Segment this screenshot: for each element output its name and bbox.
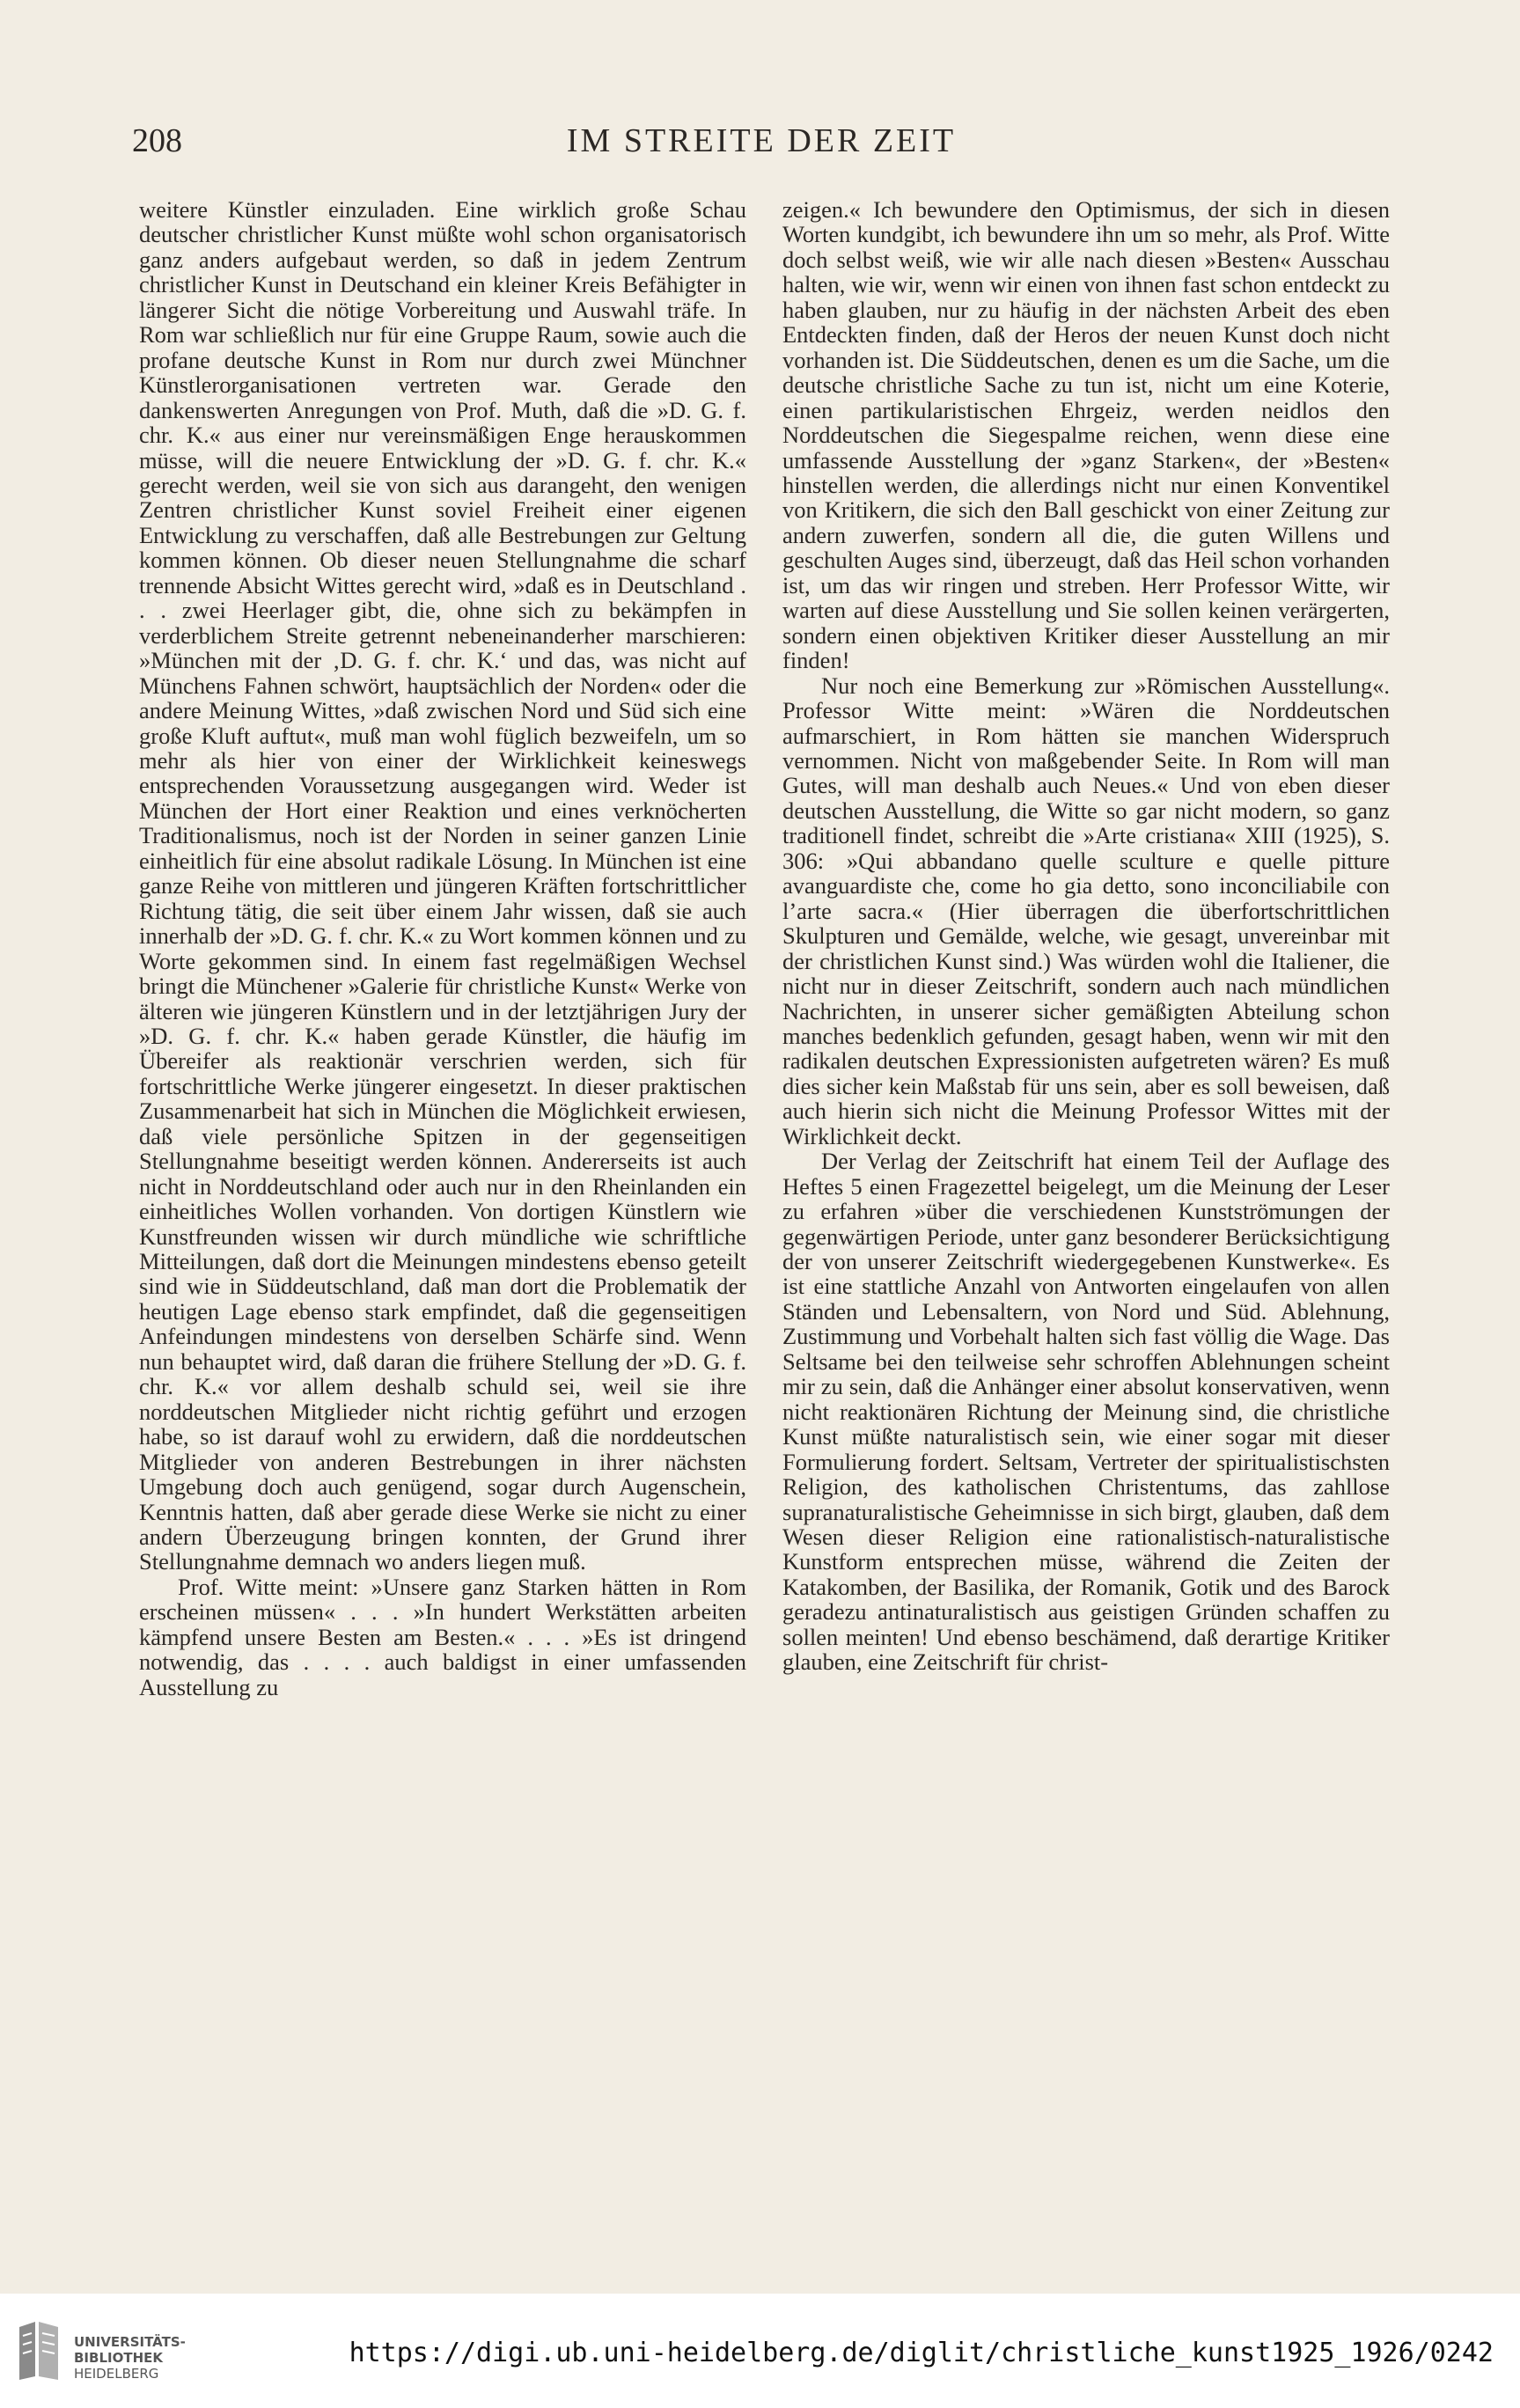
- logo-line: HEIDELBERG: [74, 2366, 159, 2382]
- logo-text: [74, 2334, 232, 2382]
- viewer-footer: [0, 2294, 1520, 2408]
- running-title: IM STREITE DER ZEIT: [566, 122, 957, 159]
- left-column: [139, 197, 746, 1700]
- library-logo[interactable]: [14, 2318, 225, 2389]
- page-number: 208: [132, 122, 182, 159]
- logo-line: UNIVERSITÄTS-: [74, 2334, 186, 2350]
- logo-line: BIBLIOTHEK: [74, 2350, 163, 2366]
- university-library-seal-icon: [14, 2318, 63, 2383]
- paragraph: Prof. Witte meint: »Unsere ganz Starken hätten in Rom erscheinen müssen« . . . »In hundert Werkstätten arbeiten kämpfend unsere Besten am Besten.« . . . »Es ist dringend notwendig, das . . . . auch baldigst in einer umfassenden Ausstellung zu: [139, 1573, 746, 1700]
- page-header: [132, 121, 1391, 165]
- source-url[interactable]: https://digi.ub.uni-heidelberg.de/diglit/christliche_kunst1925_1926/0242: [349, 2338, 1494, 2368]
- right-column: [782, 197, 1390, 1675]
- paragraph: Der Verlag der Zeitschrift hat einem Teil der Auflage des Heftes 5 einen Fragezettel beigelegt, um die Meinung der Leser zu erfahren »über die verschiedenen Kunstströmungen der gegenwärtigen Periode, unter ganz besonderer Berücksichtigung der von unserer Zeitschrift wiedergegebenen Kunstwerke«. Es ist eine stattliche Anzahl von Antworten eingelaufen von allen Ständen und Lebensaltern, von Nord und Süd. Ablehnung, Zustimmung und Vorbehalt halten sich fast völlig die Wage. Das Seltsame bei den teilweise sehr schroffen Ablehnungen scheint mir zu sein, daß die Anhänger einer absolut konservativen, wenn nicht reaktionären Richtung der Meinung sind, die christliche Kunst müßte naturalistisch sein, wie einer sogar mit dieser Formulierung fordert. Seltsam, Vertreter der spiritualistischsten Religion, des katholischen Christentums, das zahllose supranaturalistische Geheimnisse in sich birgt, glauben, daß dem Wesen dieser Religion eine rationalistisch-naturalistische Kunstform entsprechen müsse, während die Zeiten der Katakomben, der Basilika, der Romanik, Gotik und des Barock geradezu antinaturalistisch aus geistigen Gründen schaffen zu sollen meinten! Und ebenso beschämend, daß derartige Kritiker glauben, eine Zeitschrift für christ-: [782, 1148, 1390, 1676]
- paragraph: Nur noch eine Bemerkung zur »Römischen Ausstellung«. Professor Witte meint: »Wären die Norddeutschen aufmarschiert, in Rom hätten sie manchen Widerspruch vernommen. Nicht von maßgebender Seite. In Rom will man Gutes, will man deshalb auch Neues.« Und von eben dieser deutschen Ausstellung, die Witte so gar nicht modern, so ganz traditionell findet, schreibt die »Arte cristiana« XIII (1925), S. 306: »Qui abbandano quelle sculture e quelle pitture avanguardiste che, come ho gia detto, sono inconciliabile con l’arte sacra.« (Hier überragen die überfortschrittlichen Skulpturen und Gemälde, welche, wie gesagt, unvereinbar mit der christlichen Kunst sind.) Was würden wohl die Italiener, die nicht nur in dieser Zeitschrift, sondern auch nach mündlichen Nachrichten, in unserer sicher gemäßigten Abteilung schon manches bedenklich gefunden, gesagt haben, wenn wir mit den radikalen deutschen Expressionisten aufgetreten wären? Es muß dies sicher kein Maßstab für uns sein, aber es soll beweisen, daß auch hierin sich nicht die Meinung Professor Wittes mit der Wirklichkeit deckt.: [782, 672, 1390, 1149]
- paragraph: weitere Künstler einzuladen. Eine wirklich große Schau deutscher christlicher Kunst müßte wohl schon organisatorisch ganz anders aufgebaut werden, so daß in jedem Zentrum christlicher Kunst in Deutschand ein kleiner Kreis Befähigter in längerer Sicht die nötige Vorbereitung und Auswahl träfe. In Rom war schließlich nur für eine Gruppe Raum, sowie auch die profane deutsche Kunst in Rom nur durch zwei Münchner Künstlerorganisationen vertreten war. Gerade den dankenswerten Anregungen von Prof. Muth, daß die »D. G. f. chr. K.« aus einer nur vereinsmäßigen Enge herauskommen müsse, will die neuere Entwicklung der »D. G. f. chr. K.« gerecht werden, weil sie von sich aus darangeht, den wenigen Zentren christlicher Kunst soviel Freiheit einer eigenen Entwicklung zu verschaffen, daß alle Bestrebungen zur Geltung kommen können. Ob dieser neuen Stellungnahme die scharf trennende Absicht Wittes gerecht wird, »daß es in Deutschland . . . zwei Heerlager gibt, die, ohne sich zu bekämpfen in verderblichem Streite getrennt nebeneinanderher marschieren: »München mit der ‚D. G. f. chr. K.‘ und das, was nicht auf Münchens Fahnen schwört, hauptsächlich der Norden« oder die andere Meinung Wittes, »daß zwischen Nord und Süd sich eine große Kluft auftut«, muß man wohl füglich bezweifeln, um so mehr als hier von einer der Wirklichkeit keineswegs entsprechenden Voraussetzung ausgegangen wird. Weder ist München der Hort einer Reaktion und eines verknöcherten Traditionalismus, noch ist der Norden in seiner ganzen Linie einheitlich für eine absolut radikale Lösung. In München ist eine ganze Reihe von mittleren und jüngeren Kräften fortschrittlicher Richtung tätig, die seit über einem Jahr wissen, daß sie auch innerhalb der »D. G. f. chr. K.« zu Wort kommen können und zu Worte gekommen sind. In einem fast regelmäßigen Wechsel bringt die Münchener »Galerie für christliche Kunst« Werke von älteren wie jüngeren Künstlern und in der letztjährigen Jury der »D. G. f. chr. K.« haben gerade Künstler, die häufig im Übereifer als reaktionär verschrien werden, sich für fortschrittliche Werke jüngerer eingesetzt. In dieser praktischen Zusammenarbeit hat sich in München die Möglichkeit erwiesen, daß viele persönliche Spitzen in der gegenseitigen Stellungnahme beseitigt werden können. Andererseits ist auch nicht in Norddeutschland oder auch nur in den Rheinlanden ein einheitliches Wollen vorhanden. Von dortigen Künstlern wie Kunstfreunden wissen wir durch mündliche wie schriftliche Mitteilungen, daß dort die Meinungen mindestens ebenso geteilt sind wie in Süddeutschland, daß man dort die Problematik der heutigen Lage ebenso stark empfindet, daß die gegenseitigen Anfeindungen mindestens von derselben Schärfe sind. Wenn nun behauptet wird, daß daran die frühere Stellung der »D. G. f. chr. K.« vor allem deshalb schuld sei, weil sie ihre norddeutschen Mitglieder nicht richtig geführt und erzogen habe, so ist darauf wohl zu erwidern, daß die norddeutschen Mitglieder von anderen Bestrebungen in ihrer nächsten Umgebung doch auch genügend, sogar durch Augenschein, Kenntnis hatten, daß aber gerade diese Werke sie nicht zu einer andern Überzeugung bringen konnten, der Grund ihrer Stellungnahme demnach wo anders liegen muß.: [139, 196, 746, 1575]
- paragraph: zeigen.« Ich bewundere den Optimismus, der sich in diesen Worten kundgibt, ich bewundere ihn um so mehr, als Prof. Witte doch selbst weiß, wie wir alle nach diesen »Besten« Ausschau halten, wie wir, wenn wir einen von ihnen fast schon entdeckt zu haben glauben, nur zu häufig in der nächsten Arbeit des eben Entdeckten finden, daß der Heros der neuen Kunst doch nicht vorhanden ist. Die Süddeutschen, denen es um die Sache, um die deutsche christliche Sache zu tun ist, nicht um eine Koterie, einen partikularistischen Ehrgeiz, werden neidlos den Norddeutschen die Siegespalme reichen, wenn diese eine umfassende Ausstellung der »ganz Starken«, der »Besten« hinstellen werden, die allerdings nicht nur einen Konventikel von Kritikern, die sich den Ball geschickt von einer Zeitung zur andern zuwerfen, sondern all die, die guten Willens und geschulten Auges sind, überzeugt, daß das Heil schon vorhanden ist, um das wir ringen und streben. Herr Professor Witte, wir warten auf diese Ausstellung und Sie sollen keinen verärgerten, sondern einen objektiven Kritiker dieser Ausstellung an mir finden!: [782, 196, 1390, 674]
